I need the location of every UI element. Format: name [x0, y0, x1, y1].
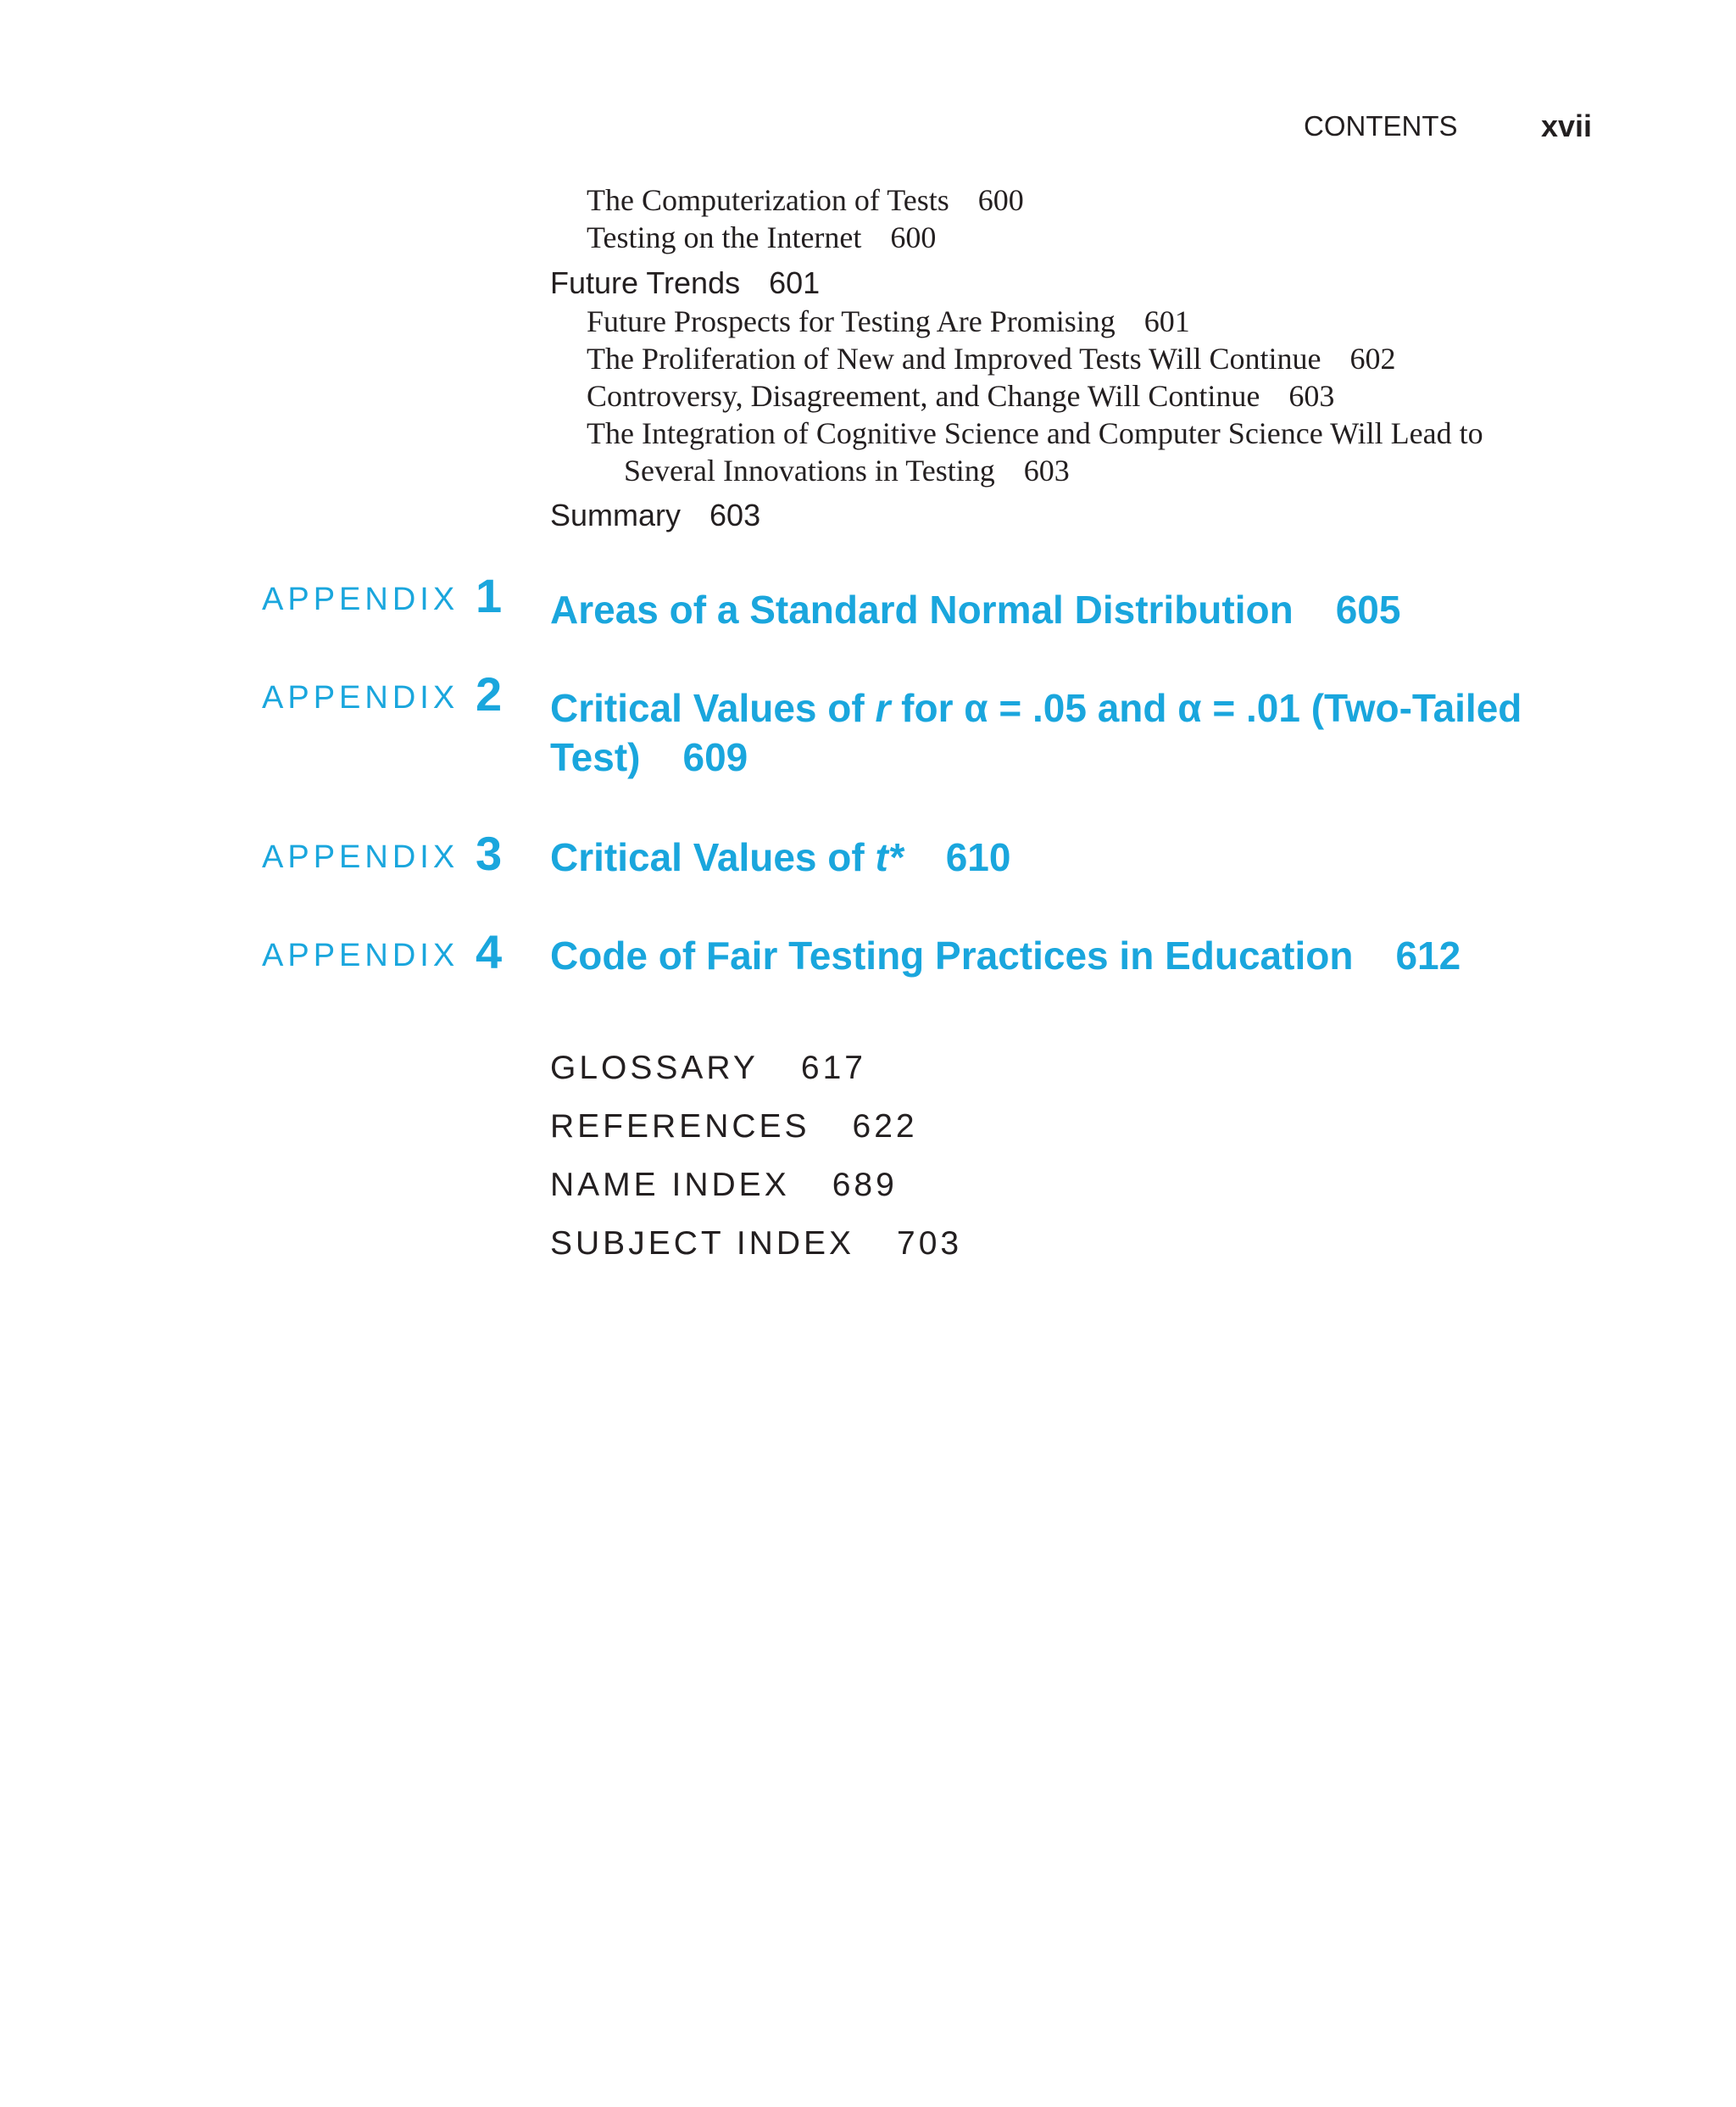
- appendix-title-part: for α = .05 and α = .01 (Two-Tailed Test): [550, 686, 1522, 779]
- appendix-title-variable-t: t*: [875, 835, 904, 879]
- appendix-title-part: Critical Values of: [550, 686, 876, 730]
- appendix-label: APPENDIX: [262, 839, 459, 875]
- toc-subentry-page: 600: [977, 183, 1024, 217]
- toc-subentry-title: The Computerization of Tests: [587, 183, 949, 217]
- back-matter-page: 689: [832, 1167, 898, 1203]
- appendix-label: APPENDIX: [262, 680, 459, 716]
- toc-subentry-page: 600: [890, 220, 937, 254]
- back-matter-title: SUBJECT INDEX: [550, 1225, 855, 1262]
- appendix-1[interactable]: [262, 569, 503, 622]
- toc-section-page: 603: [709, 498, 761, 532]
- appendix-title-variable-r: r: [875, 686, 891, 730]
- toc-subentry-title: The Integration of Cognitive Science and Computer Science Will Lead to: [587, 416, 1483, 450]
- appendix-page: 609: [682, 735, 748, 779]
- appendix-2[interactable]: [262, 667, 503, 721]
- toc-subentry[interactable]: [587, 181, 1024, 219]
- toc-subentry[interactable]: [587, 303, 1190, 340]
- toc-section-page: 601: [769, 265, 821, 300]
- toc-subentry-page: 603: [1023, 454, 1070, 488]
- back-matter-name-index[interactable]: [550, 1167, 898, 1204]
- appendix-label: APPENDIX: [262, 938, 459, 973]
- appendix-page: 612: [1395, 934, 1461, 978]
- appendix-title-part: Critical Values of: [550, 835, 876, 879]
- appendix-number: 1: [476, 569, 503, 622]
- back-matter-title: REFERENCES: [550, 1108, 810, 1145]
- toc-section-entry[interactable]: [550, 495, 760, 536]
- toc-subentry-title: Several Innovations in Testing: [624, 454, 995, 488]
- back-matter-subject-index[interactable]: [550, 1225, 962, 1263]
- appendix-number: 2: [476, 667, 503, 721]
- appendix-page: 610: [945, 835, 1011, 879]
- back-matter-glossary[interactable]: [550, 1050, 866, 1087]
- toc-subentry-page: 602: [1349, 342, 1396, 376]
- toc-subentry-page: 603: [1288, 379, 1335, 413]
- toc-subentry[interactable]: [587, 340, 1396, 377]
- toc-section-title: Summary: [550, 498, 682, 532]
- back-matter-title: NAME INDEX: [550, 1167, 790, 1203]
- back-matter-references[interactable]: [550, 1108, 918, 1145]
- back-matter-page: 703: [897, 1225, 963, 1262]
- toc-subentry-continuation[interactable]: [624, 452, 1070, 489]
- back-matter-page: 617: [800, 1050, 866, 1086]
- appendix-3[interactable]: [262, 827, 503, 880]
- back-matter-page: 622: [852, 1108, 918, 1145]
- toc-subentry-page: 601: [1143, 304, 1190, 338]
- toc-subentry-title: The Proliferation of New and Improved Tests Will Continue: [587, 342, 1321, 376]
- toc-subentry-title: Testing on the Internet: [587, 220, 862, 254]
- appendix-label: APPENDIX: [262, 582, 459, 617]
- appendix-title: Code of Fair Testing Practices in Education: [550, 934, 1354, 978]
- toc-subentry[interactable]: [587, 415, 1483, 452]
- toc-subentry[interactable]: [587, 377, 1334, 415]
- appendix-4-title[interactable]: [550, 931, 1601, 980]
- toc-subentry-title: Controversy, Disagreement, and Change Will Continue: [587, 379, 1260, 413]
- toc-subentry-title: Future Prospects for Testing Are Promising: [587, 304, 1116, 338]
- appendix-1-title[interactable]: [550, 585, 1601, 634]
- appendix-2-title[interactable]: [550, 683, 1601, 782]
- appendix-title: Areas of a Standard Normal Distribution: [550, 588, 1294, 632]
- page-folio: xvii: [1540, 109, 1592, 143]
- running-head-label: CONTENTS: [1304, 110, 1458, 142]
- toc-subentry[interactable]: [587, 219, 936, 256]
- appendix-number: 4: [476, 925, 503, 978]
- appendix-page: 605: [1335, 588, 1401, 632]
- appendix-3-title[interactable]: [550, 833, 1601, 882]
- appendix-number: 3: [476, 827, 503, 880]
- toc-section-title: Future Trends: [550, 265, 741, 300]
- toc-section-entry[interactable]: [550, 263, 820, 304]
- back-matter-title: GLOSSARY: [550, 1050, 759, 1086]
- appendix-4[interactable]: [262, 925, 503, 978]
